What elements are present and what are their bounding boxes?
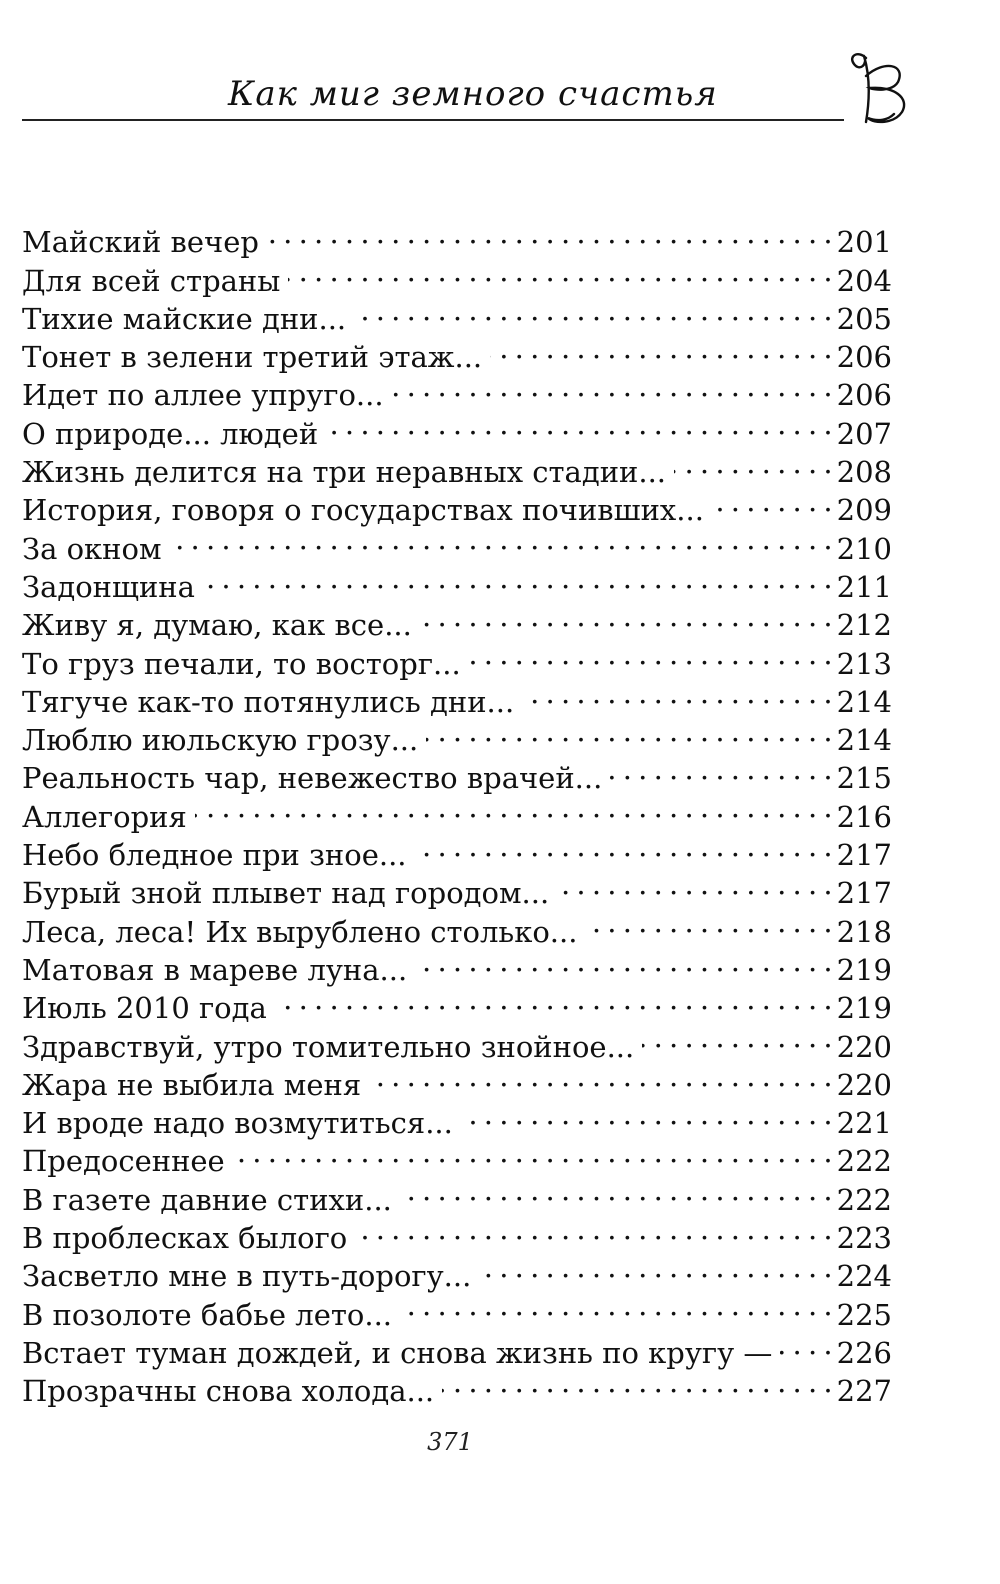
toc-entry-page: 215 — [836, 761, 892, 796]
toc-leader-dots — [275, 980, 833, 1018]
toc-entry-page: 216 — [836, 799, 892, 834]
toc-entry-title: Тихие майские дни... — [22, 301, 347, 336]
toc-entry-page: 217 — [836, 838, 892, 873]
toc-entry-page: 219 — [836, 952, 892, 987]
toc-entry-title: В проблесках былого — [22, 1221, 348, 1256]
toc-entry-title: В газете давние стихи... — [22, 1182, 392, 1217]
toc-leader-dots — [479, 1248, 832, 1286]
toc-leader-dots — [326, 405, 832, 443]
toc-entry-page: 214 — [836, 723, 892, 758]
toc-entry-title: Люблю июльскую грозу... — [22, 723, 419, 758]
toc-leader-dots — [400, 1286, 833, 1324]
toc-leader-dots — [355, 1210, 832, 1248]
toc-entry-title: Идет по аллее упруго... — [22, 378, 384, 413]
toc-entry-title: Задонщина — [22, 569, 195, 604]
toc-entry-page: 220 — [836, 1067, 892, 1102]
flourish-ornament-icon — [844, 42, 914, 128]
toc-leader-dots — [415, 942, 832, 980]
toc-entry-page: 222 — [836, 1144, 892, 1179]
toc-entry-title: О природе... людей — [22, 416, 319, 451]
toc-entry-page: 206 — [836, 378, 892, 413]
header-rule — [22, 119, 844, 121]
toc-entry-title: В позолоте бабье лето... — [22, 1297, 393, 1332]
toc-entry-page: 222 — [836, 1182, 892, 1217]
toc-entry-title: За окном — [22, 531, 162, 566]
toc-entry-page: 217 — [836, 876, 892, 911]
toc-leader-dots — [469, 635, 833, 673]
toc-entry-page: 223 — [836, 1221, 892, 1256]
toc-entry-title: Для всей страны — [22, 263, 281, 298]
toc-entry-title: Живу я, думаю, как все... — [22, 608, 412, 643]
toc-entry-title: То груз печали, то восторг... — [22, 646, 461, 681]
toc-entry-page: 207 — [836, 416, 892, 451]
header-title: Как миг земного счастья — [228, 74, 718, 114]
toc-leader-dots — [420, 597, 833, 635]
toc-leader-dots — [392, 367, 833, 405]
toc-entry-page: 210 — [836, 531, 892, 566]
toc-leader-dots — [369, 1057, 833, 1095]
toc-leader-dots — [610, 750, 832, 788]
toc-entry-title: Встает туман дождей, и снова жизнь по кругу — — [22, 1335, 773, 1370]
toc-entry-page: 204 — [836, 263, 892, 298]
toc-leader-dots — [170, 520, 833, 558]
toc-entry-title: Прозрачны снова холода... — [22, 1374, 435, 1409]
toc-entry-page: 221 — [836, 1106, 892, 1141]
toc-entry-title: Здравствуй, утро томительно знойное... — [22, 1029, 635, 1064]
toc-entry — [22, 214, 892, 260]
running-header — [22, 40, 902, 130]
toc-entry-title: Леса, леса! Их вырублено столько... — [22, 914, 578, 949]
toc-leader-dots — [400, 1171, 833, 1209]
toc-leader-dots — [642, 1018, 832, 1056]
toc-leader-dots — [415, 827, 833, 865]
toc-leader-dots — [354, 291, 832, 329]
toc-entry-page: 211 — [836, 569, 892, 604]
toc-entry-title: Тягуче как-то потянулись дни... — [22, 684, 515, 719]
toc-entry-page: 220 — [836, 1029, 892, 1064]
toc-entry-title: Засветло мне в путь-дорогу... — [22, 1259, 472, 1294]
table-of-contents — [22, 214, 892, 1409]
toc-entry-title: Небо бледное при зное... — [22, 838, 407, 873]
toc-entry-title: История, говоря о государствах почивших... — [22, 493, 704, 528]
toc-entry-title: Майский вечер — [22, 225, 259, 260]
toc-leader-dots — [195, 788, 833, 826]
toc-entry-page: 219 — [836, 991, 892, 1026]
toc-leader-dots — [426, 712, 832, 750]
toc-leader-dots — [522, 674, 832, 712]
toc-leader-dots — [233, 1133, 833, 1171]
toc-entry-title: Июль 2010 года — [22, 991, 267, 1026]
toc-entry-page: 209 — [836, 493, 892, 528]
toc-entry-title: Жара не выбила меня — [22, 1067, 362, 1102]
toc-entry-page: 214 — [836, 684, 892, 719]
toc-entry-page: 206 — [836, 340, 892, 375]
toc-leader-dots — [203, 559, 833, 597]
toc-entry-title: Матовая в мареве луна... — [22, 952, 408, 987]
toc-leader-dots — [674, 444, 833, 482]
toc-entry-page: 226 — [836, 1335, 892, 1370]
toc-entry-page: 218 — [836, 914, 892, 949]
toc-entry-page: 227 — [836, 1374, 892, 1409]
toc-leader-dots — [585, 903, 832, 941]
toc-entry-page: 224 — [836, 1259, 892, 1294]
toc-entry-page: 205 — [836, 301, 892, 336]
toc-leader-dots — [288, 252, 832, 290]
toc-leader-dots — [461, 1095, 833, 1133]
toc-entry-page: 208 — [836, 455, 892, 490]
toc-leader-dots — [442, 1363, 832, 1401]
page-number: 371 — [427, 1428, 473, 1456]
toc-entry-page: 225 — [836, 1297, 892, 1332]
toc-entry-title: Жизнь делится на три неравных стадии... — [22, 455, 667, 490]
toc-leader-dots — [557, 865, 832, 903]
toc-leader-dots — [490, 329, 833, 367]
toc-entry-title: Бурый зной плывет над городом... — [22, 876, 550, 911]
toc-entry-title: Предосеннее — [22, 1144, 225, 1179]
toc-entry-page: 213 — [836, 646, 892, 681]
toc-entry-title: Реальность чар, невежество врачей... — [22, 761, 603, 796]
toc-leader-dots — [780, 1325, 832, 1363]
toc-entry-title: Аллегория — [22, 799, 187, 834]
toc-entry-title: И вроде надо возмутиться... — [22, 1106, 453, 1141]
toc-leader-dots — [712, 482, 833, 520]
toc-entry-title: Тонет в зелени третий этаж... — [22, 340, 483, 375]
toc-leader-dots — [267, 214, 833, 252]
toc-entry-page: 212 — [836, 608, 892, 643]
toc-entry-page: 201 — [836, 225, 892, 260]
